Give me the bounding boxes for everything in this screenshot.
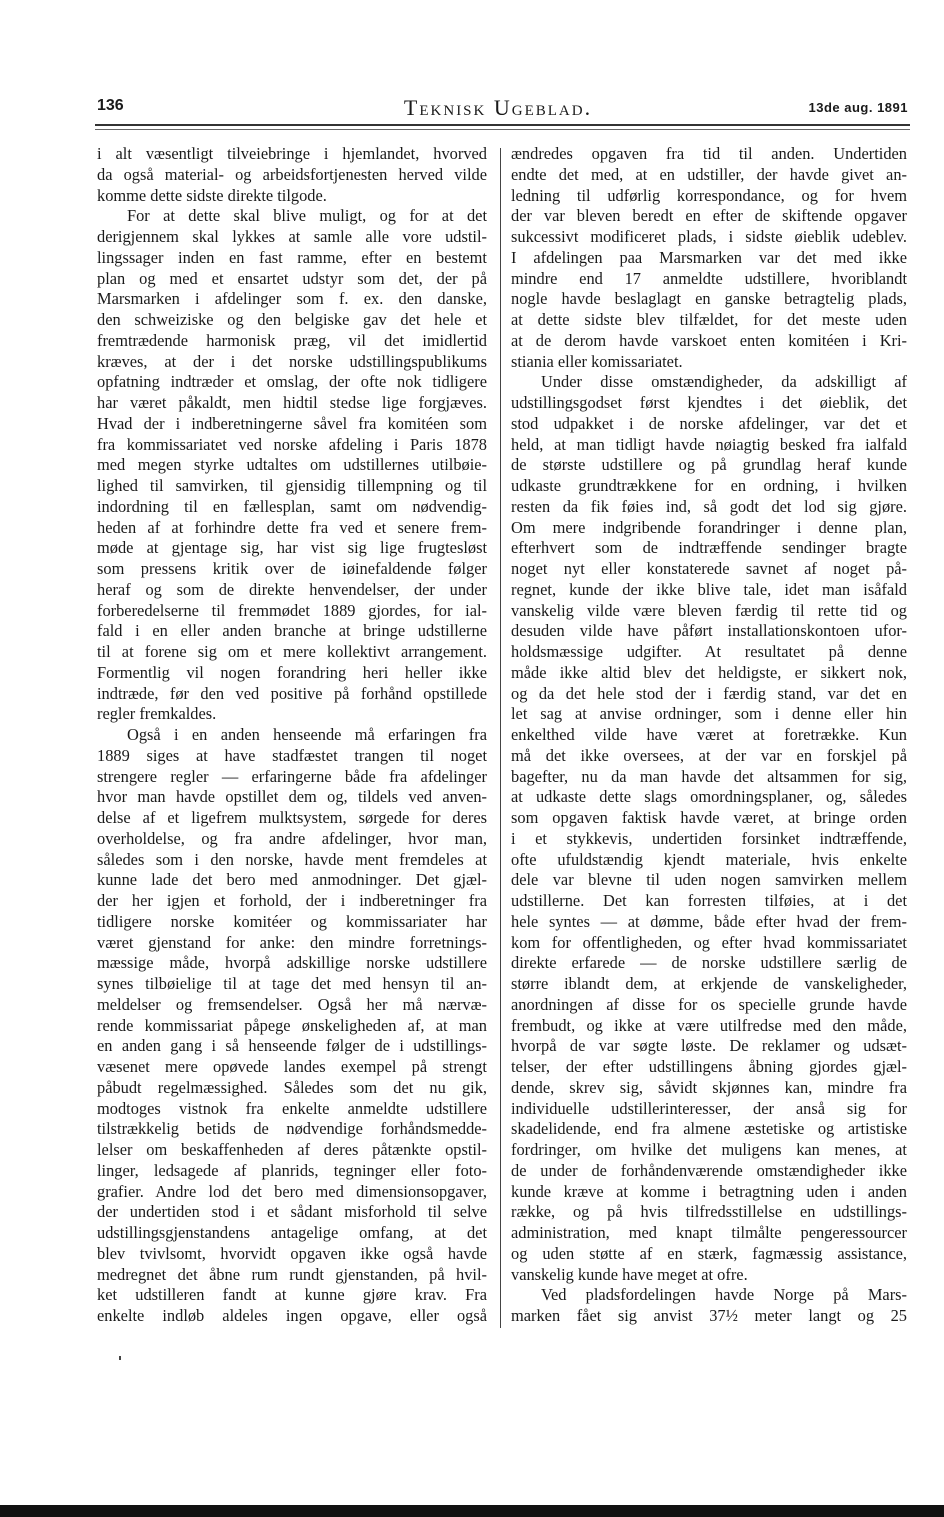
text-line: hele syntes — at dømme, både efter hvad der frem- xyxy=(511,911,907,931)
issue-date: 13de aug. 1891 xyxy=(808,100,908,115)
text-line: hvorpå de var søgte løste. De reklamer og udsæt- xyxy=(511,1036,907,1056)
text-line: linger, ledsagede af planrids, tegninger eller foto- xyxy=(97,1160,487,1180)
text-line: række, og på hvis tilfredsstillelse en udstillings- xyxy=(511,1202,907,1222)
text-line: udstillingsgjenstandens antagelige omfang, at det xyxy=(97,1223,487,1242)
paragraph xyxy=(97,725,487,1327)
text-line: en anden gang i så henseende følger de i udstillings- xyxy=(97,1036,487,1056)
text-line: grafier. Andre lod det bero med dimensionsopgaver, xyxy=(97,1181,487,1201)
text-line: indordning til en fællesplan, samt om nødvendig- xyxy=(97,496,487,516)
text-line: dele var blevne til uden nogen samvirken mellem xyxy=(511,870,907,890)
header-rule-thin xyxy=(95,129,910,130)
text-line: og uden støtte af en stærk, fagmæssig assistance, xyxy=(511,1243,907,1263)
text-line: efterhvert som de indtræffende sendinger bragte xyxy=(511,538,907,558)
text-line: regler fremkaldes. xyxy=(97,704,217,724)
text-line: ledning til udførlig korrespondance, og for hvem xyxy=(511,185,907,205)
text-line: administration, med knapt tilmålte pengeressourcer xyxy=(511,1223,907,1242)
text-line: medregnet det åbne rum rundt gjenstanden, på hvil- xyxy=(97,1264,487,1284)
text-line: resten da fik føies ind, så godt det lod sig gjøre. xyxy=(511,496,907,516)
text-line: enkelte indløb aldeles ingen opgave, eller også xyxy=(97,1306,487,1325)
text-line: derigjennem skal lykkes at samle alle vore udstil- xyxy=(97,227,487,246)
text-line: dende, skrev sig, såvidt skjønnes kan, mindre fra xyxy=(511,1077,907,1097)
text-line: der var bleven beredt en efter de skiftende opgaver xyxy=(511,206,907,226)
text-line: modtoges vistnok fra enkelte anmeldte udstillere xyxy=(97,1098,487,1118)
text-line: For at dette skal blive muligt, og for at det xyxy=(127,206,487,226)
text-line: der her igjen et forhold, der i indberetninger fra xyxy=(97,891,487,910)
text-line: lingssager inden en fast ramme, efter en bestemt xyxy=(97,247,487,267)
text-line: de under de forhåndenværende omstændigheder ikke xyxy=(511,1160,907,1180)
text-line: stod udpakket i de norske afdelinger, var det et xyxy=(511,413,907,433)
text-line: forberedelserne til fremmødet 1889 gjordes, for ial- xyxy=(97,600,487,620)
text-line: noget nyt eller konstaterede savnet af noget på- xyxy=(511,559,907,578)
text-line: udstillingsgodset først kjendtes i det øieblik, det xyxy=(511,393,907,412)
text-line: lighed til samvirken, til gjensidig tillempning og til xyxy=(97,476,487,495)
text-line: endte det med, at en udstiller, der havde givet an- xyxy=(511,164,907,184)
text-line: kom for offentligheden, og efter hvad kommissariatet xyxy=(511,932,907,952)
page-number: 136 xyxy=(97,97,124,114)
text-line: tidligere norske komitéer og kommissariater har xyxy=(97,911,487,931)
text-line: 1889 siges at have stadfæstet trangen til noget xyxy=(97,745,487,765)
left-column xyxy=(97,144,487,1327)
text-line: at udkaste dette slags omordningsplaner, og, således xyxy=(511,787,907,807)
text-line: I afdelingen paa Marsmarken var det med ikke xyxy=(511,247,907,267)
text-line: strengere regler — erfaringerne både fra afdelinger xyxy=(97,766,487,786)
text-line: Også i en anden henseende må erfaringen fra xyxy=(127,725,487,744)
text-line: væsenet mere opøvede landes exempel på strengt xyxy=(97,1057,487,1076)
text-line: ofte ufuldstændig kjendt materiale, hvis enkelte xyxy=(511,849,907,869)
text-line: overholdelse, og fra andre afdelinger, hvor man, xyxy=(97,828,487,848)
text-line: og da det hele stod der i færdig stand, var det en xyxy=(511,683,907,703)
text-line: vanskelig kunde have meget at ofre. xyxy=(511,1264,748,1284)
text-line: mindre end 17 anmeldte udstillere, hvoriblandt xyxy=(511,268,907,288)
text-line: udkaste grundtrækkene for en ordning, i hvilken xyxy=(511,476,907,495)
text-line: tilstrækkelig betids de nødvendige forhåndsmedde- xyxy=(97,1119,487,1139)
text-line: kræves, at der i det norske udstillingspublikums xyxy=(97,351,487,371)
text-line: Marsmarken i afdelinger som f. ex. den danske, xyxy=(97,289,487,309)
text-line: til at forene sig om et mere kollektivt arrangement. xyxy=(97,642,487,661)
text-line: lelser om beskaffenheden af deres påtænkte opstil- xyxy=(97,1140,487,1159)
text-line: den schweiziske og den belgiske gav det hele et xyxy=(97,310,487,329)
text-line: de største udstillere og på grundlag heraf kunde xyxy=(511,455,907,475)
text-line: anordningen af disse for os specielle grunde havde xyxy=(511,994,907,1014)
column-divider xyxy=(500,148,501,1328)
text-line: fordringer, om hvilke det muligens kan menes, at xyxy=(511,1140,907,1159)
text-line: hvor man havde opstillet dem og, tildels ved anven- xyxy=(97,787,487,807)
text-line: der undertiden stod i et sådant misforhold til selve xyxy=(97,1202,487,1222)
text-line: fra kommissariatet ved norske afdeling i Paris 1878 xyxy=(97,434,487,454)
text-line: fald i en eller anden branche at bringe udstillerne xyxy=(97,621,487,641)
right-column xyxy=(511,144,907,1327)
text-line: som opgaven faktisk havde været, at bringe orden xyxy=(511,808,907,827)
text-line: blev tvivlsomt, hvorvidt opgaven ikke også havde xyxy=(97,1243,487,1263)
journal-title: Teknisk Ugeblad. xyxy=(403,95,593,120)
text-line: indtræde, før den ved positive på forhånd opstillede xyxy=(97,683,487,703)
text-line: har været påkaldt, men hidtil stedse lige forgjæves. xyxy=(97,393,487,412)
text-line: rende kommissariat påpege ønskeligheden af, at man xyxy=(97,1015,487,1035)
text-line: synes tilbøielige til at tage det med hensyn til an- xyxy=(97,974,487,993)
scan-bottom-edge xyxy=(0,1505,944,1517)
text-line: ændredes opgaven fra tid til anden. Undertiden xyxy=(511,144,907,163)
text-line: bagefter, nu da man havde det altsammen for sig, xyxy=(511,766,907,786)
text-line: Under disse omstændigheder, da adskilligt af xyxy=(541,372,907,392)
text-line: at de derom havde varskoet enten komitéen i Kri- xyxy=(511,330,907,350)
paragraph xyxy=(511,1285,907,1327)
text-line: skadelidende, end fra almene æstetiske og artistiske xyxy=(511,1119,907,1139)
text-line: individuelle udstillerinteresser, der anså sig for xyxy=(511,1098,907,1118)
text-line: at dette sidste blev tilfældet, for det meste uden xyxy=(511,310,907,329)
text-line: nogle havde beslaglagt en ganske betragtelig plads, xyxy=(511,289,907,309)
text-line: møde at gjentage sig, har vist sig lige frugtesløst xyxy=(97,538,487,558)
text-line: holdsmæssige udgifter. At resultatet på denne xyxy=(511,642,907,661)
text-line: kunde kræve at komme i betragtning uden i anden xyxy=(511,1181,907,1201)
text-line: som pressens kritik over de iøinefaldende følger xyxy=(97,559,487,578)
text-line: heden af at forhindre dette fra ved et senere frem- xyxy=(97,517,487,537)
text-line: udstillerne. Det kan forresten tilføies, at i det xyxy=(511,891,907,910)
text-line: marken fået sig anvist 37½ meter langt og 25 xyxy=(511,1306,907,1325)
text-line: ket udstilleren fandt at kunne gjøre krav. Fra xyxy=(97,1285,487,1305)
text-line: således som i den norske, havde ment fremdeles at xyxy=(97,849,487,869)
text-line: måde ikke altid blev det heldigste, er sikkert nok, xyxy=(511,662,907,682)
header-rule xyxy=(95,124,910,126)
text-line: påbudt regelmæssighed. Således som det nu gik, xyxy=(97,1077,487,1097)
text-line: været gjenstand for anke: den mindre forretnings- xyxy=(97,932,487,952)
text-line: held, at man tidligt havde nøiagtig besked fra ialfald xyxy=(511,434,907,454)
text-line: med megen styrke udtaltes om udstillernes utilbøie- xyxy=(97,455,487,475)
text-line: desuden vilde have påført installationskontoen ufor- xyxy=(511,621,907,641)
text-line: telser, der efter udstillingens åbning gjordes gjæl- xyxy=(511,1057,907,1076)
text-line: Ved pladsfordelingen havde Norge på Mars- xyxy=(541,1285,907,1305)
text-line: meldelser og fremsendelser. Også her må nærvæ- xyxy=(97,994,487,1014)
text-line: let sag at anvise ordninger, som i denne eller hin xyxy=(511,704,907,724)
text-line: delse af et ligefrem mulktsystem, sørgede for deres xyxy=(97,808,487,827)
text-line: i alt væsentligt tilveiebringe i hjemlandet, hvorved xyxy=(97,144,487,163)
text-line: komme dette sidste direkte tilgode. xyxy=(97,185,327,205)
stray-mark xyxy=(119,1356,121,1360)
text-line: enkelthed vilde have været at foretrække. Kun xyxy=(511,725,907,744)
text-line: frembudt, og ikke at være utilfredse med den måde, xyxy=(511,1015,907,1035)
text-line: fremtrædende harmonisk præg, vil det imidlertid xyxy=(97,330,487,350)
text-line: mæssige måde, hvorpå adskillige norske udstillere xyxy=(97,953,487,973)
text-line: Hvad der i indberetningerne såvel fra komitéen som xyxy=(97,413,487,433)
text-line: opfatning indtræder et omslag, der ofte nok tidligere xyxy=(97,372,487,392)
paragraph xyxy=(97,144,487,206)
text-line: større iblandt dem, at erkjende de vanskeligheder, xyxy=(511,974,907,993)
text-line: Om mere indgribende forandringer i denne plan, xyxy=(511,517,907,537)
text-line: plan og med et ensartet udstyr som det, der på xyxy=(97,268,487,288)
text-line: Formentlig vil nogen forandring heri heller ikke xyxy=(97,662,487,682)
paragraph xyxy=(511,144,907,372)
text-line: i et stykkevis, undertiden forsinket indtræffende, xyxy=(511,828,907,848)
text-line: kunne lade det bero med anmodninger. Det gjæl- xyxy=(97,870,487,890)
text-line: direkte erfarede — de norske udstillere særlig de xyxy=(511,953,907,973)
paragraph xyxy=(97,206,487,725)
text-line: vanskelig vilde være bleven færdig til rette tid og xyxy=(511,600,907,620)
paragraph xyxy=(511,372,907,1285)
text-line: stiania eller komissariatet. xyxy=(511,351,683,371)
text-line: da også material- og arbeidsfortjenesten herved vilde xyxy=(97,164,487,184)
text-line: sukcessivt modificeret plads, i sidste øieblik udeblev. xyxy=(511,227,907,246)
text-line: må det ikke oversees, at der var en forskjel på xyxy=(511,745,907,765)
text-line: regnet, kunde der ikke blive tale, idet man isåfald xyxy=(511,579,907,599)
text-line: heraf og som de direkte henvendelser, der under xyxy=(97,579,487,599)
